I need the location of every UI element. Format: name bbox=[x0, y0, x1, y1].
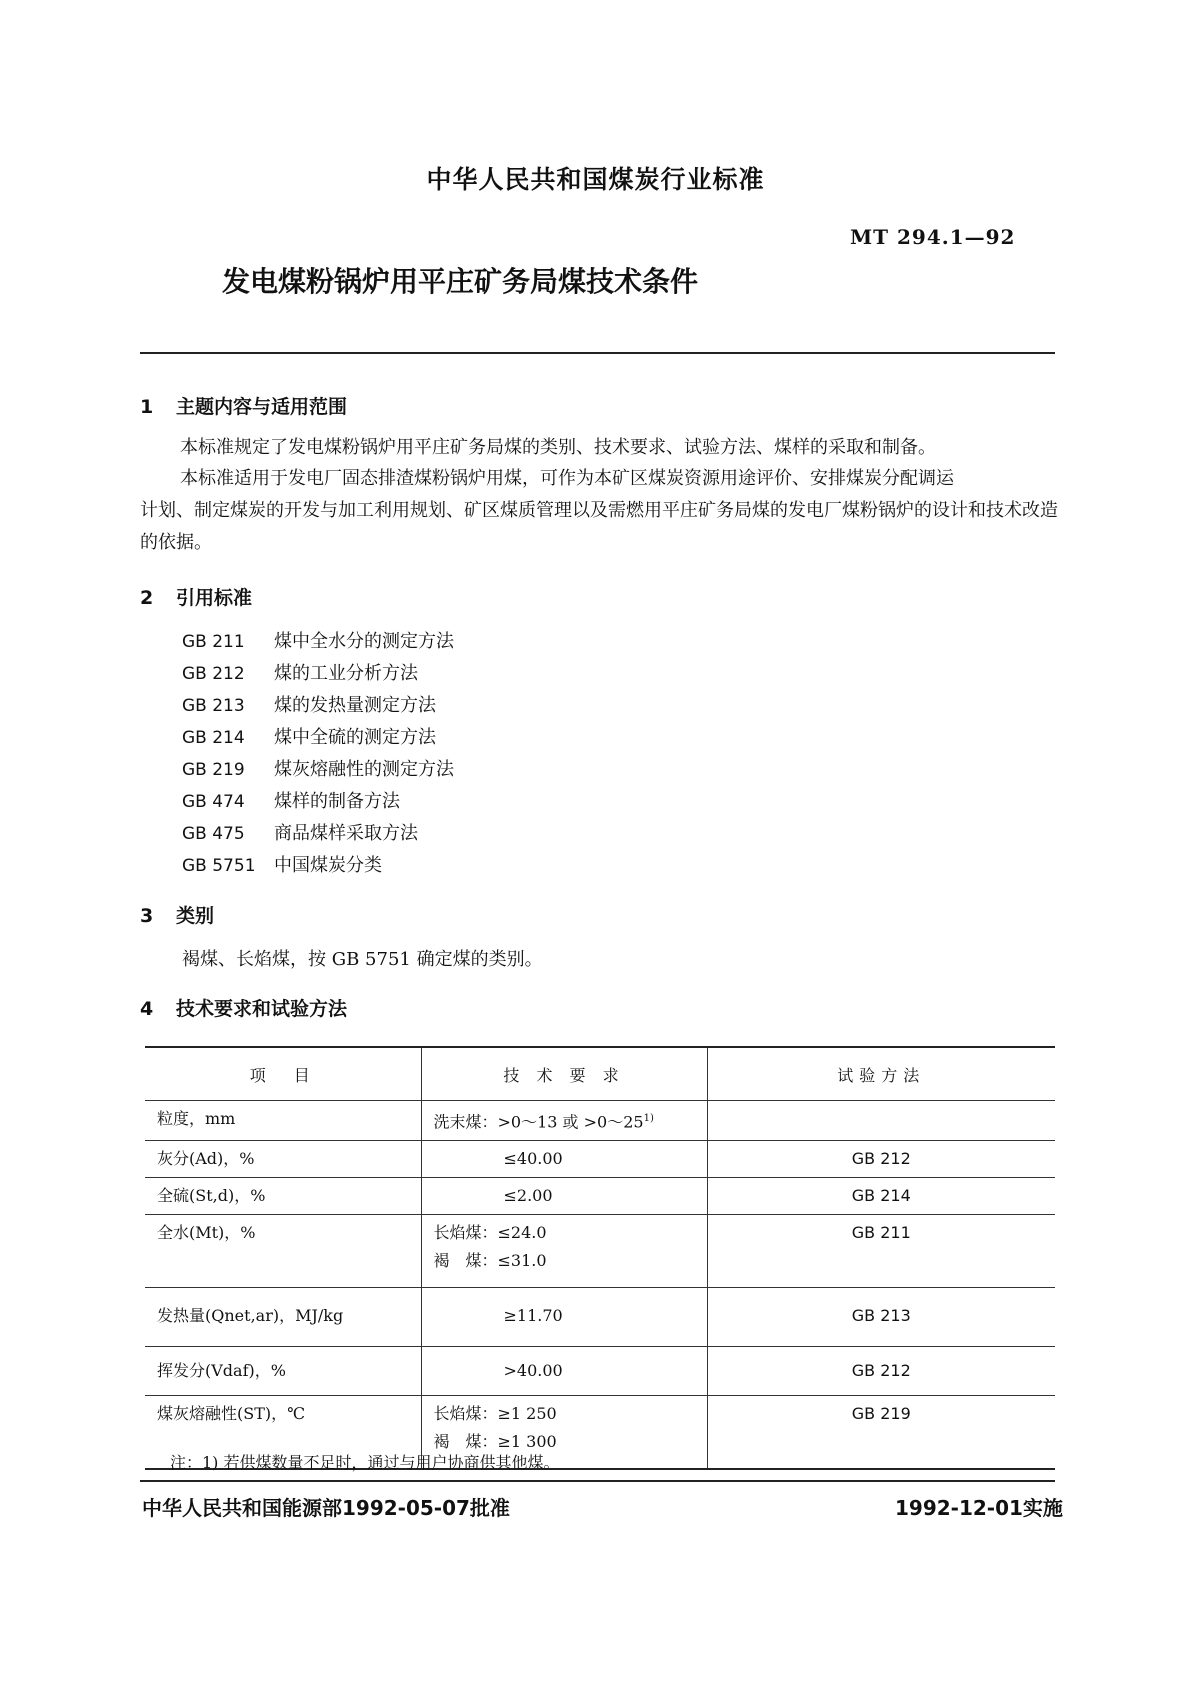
requirements-table bbox=[145, 1046, 1055, 1470]
section-title: 技术要求和试验方法 bbox=[176, 998, 348, 1020]
row-requirement bbox=[421, 1347, 707, 1396]
table-row bbox=[145, 1215, 1055, 1288]
ref-code: GB 475 bbox=[182, 824, 245, 844]
list-item bbox=[182, 722, 454, 754]
row-requirement bbox=[421, 1288, 707, 1347]
ref-name: 煤中全水分的测定方法 bbox=[274, 631, 454, 652]
section-1-heading bbox=[140, 392, 347, 419]
row-item: 挥发分(Vdaf)，% bbox=[145, 1347, 421, 1396]
row-method: GB 211 bbox=[707, 1215, 1055, 1288]
section-title: 主题内容与适用范围 bbox=[176, 396, 348, 418]
ref-code: GB 5751 bbox=[182, 856, 256, 876]
table-footnote: 注：1) 若供煤数量不足时，通过与用户协商供其他煤。 bbox=[170, 1453, 560, 1472]
row-item: 煤灰熔融性(ST)，℃ bbox=[145, 1396, 421, 1470]
section-title: 类别 bbox=[176, 905, 215, 927]
list-item bbox=[182, 754, 454, 786]
requirement-value: 褐 煤：≥1 300 bbox=[433, 1432, 557, 1452]
row-item: 粒度，mm bbox=[145, 1101, 421, 1141]
row-method: GB 219 bbox=[707, 1396, 1055, 1470]
ref-name: 商品煤样采取方法 bbox=[274, 823, 418, 844]
row-requirement bbox=[421, 1101, 707, 1141]
ref-code: GB 211 bbox=[182, 632, 245, 652]
table-row bbox=[145, 1347, 1055, 1396]
section-3-heading bbox=[140, 901, 214, 928]
row-item: 全硫(St,d)，% bbox=[145, 1178, 421, 1215]
ref-name: 煤样的制备方法 bbox=[274, 791, 400, 812]
list-item bbox=[182, 786, 454, 818]
ref-name: 中国煤炭分类 bbox=[274, 855, 382, 876]
ref-name: 煤中全硫的测定方法 bbox=[274, 727, 436, 748]
section-number: 3 bbox=[140, 905, 154, 927]
table-row bbox=[145, 1288, 1055, 1347]
row-method: GB 212 bbox=[707, 1141, 1055, 1178]
requirement-value: ≥11.70 bbox=[503, 1306, 563, 1326]
list-item bbox=[182, 658, 454, 690]
section-number: 2 bbox=[140, 587, 154, 609]
reference-list bbox=[182, 626, 454, 882]
section-3-paragraph: 褐煤、长焰煤，按 GB 5751 确定煤的类别。 bbox=[182, 949, 543, 970]
row-method: GB 214 bbox=[707, 1178, 1055, 1215]
ref-code: GB 474 bbox=[182, 792, 245, 812]
section-number: 1 bbox=[140, 396, 154, 418]
list-item bbox=[182, 626, 454, 658]
standard-code: MT 294.1—92 bbox=[850, 225, 1016, 249]
row-method: GB 213 bbox=[707, 1288, 1055, 1347]
section-title: 引用标准 bbox=[176, 587, 253, 609]
list-item bbox=[182, 818, 454, 850]
section-4-heading bbox=[140, 994, 347, 1021]
column-header-requirement: 技 术 要 求 bbox=[421, 1047, 707, 1101]
row-item: 发热量(Qnet,ar)，MJ/kg bbox=[145, 1288, 421, 1347]
ref-code: GB 213 bbox=[182, 696, 245, 716]
requirement-value: >40.00 bbox=[503, 1361, 563, 1381]
list-item bbox=[182, 850, 454, 882]
table-row bbox=[145, 1101, 1055, 1141]
section-1-paragraph-2: 本标准适用于发电厂固态排渣煤粉锅炉用煤，可作为本矿区煤炭资源用途评价、安排煤炭分配调运 bbox=[180, 468, 954, 489]
section-number: 4 bbox=[140, 998, 154, 1020]
footer-divider bbox=[140, 1480, 1055, 1482]
row-item: 灰分(Ad)，% bbox=[145, 1141, 421, 1178]
requirement-value: 洗末煤：>0～13 或 >0～25 bbox=[433, 1112, 644, 1132]
approval-date: 中华人民共和国能源部1992-05-07批准 bbox=[142, 1496, 510, 1520]
column-header-method: 试验方法 bbox=[707, 1047, 1055, 1101]
ref-name: 煤的发热量测定方法 bbox=[274, 695, 436, 716]
org-header: 中华人民共和国煤炭行业标准 bbox=[426, 165, 765, 194]
row-item: 全水(Mt)，% bbox=[145, 1215, 421, 1288]
ref-name: 煤的工业分析方法 bbox=[274, 663, 418, 684]
requirement-value: ≤40.00 bbox=[503, 1149, 563, 1169]
title-divider bbox=[140, 352, 1055, 354]
row-method: GB 212 bbox=[707, 1347, 1055, 1396]
ref-code: GB 219 bbox=[182, 760, 245, 780]
table-row bbox=[145, 1178, 1055, 1215]
row-requirement bbox=[421, 1141, 707, 1178]
ref-code: GB 214 bbox=[182, 728, 245, 748]
requirement-value: 长焰煤：≥1 250 bbox=[433, 1404, 557, 1424]
ref-code: GB 212 bbox=[182, 664, 245, 684]
implementation-date: 1992-12-01实施 bbox=[895, 1496, 1063, 1520]
section-1-paragraph-3: 计划、制定煤炭的开发与加工利用规划、矿区煤质管理以及需燃用平庄矿务局煤的发电厂煤粉锅炉的设计和技术改造的依据。 bbox=[140, 500, 1058, 553]
requirement-value: 褐 煤：≤31.0 bbox=[433, 1251, 547, 1271]
requirement-value: 长焰煤：≤24.0 bbox=[433, 1223, 547, 1243]
column-header-item: 项 目 bbox=[145, 1047, 421, 1101]
list-item bbox=[182, 690, 454, 722]
requirement-value: ≤2.00 bbox=[503, 1186, 553, 1206]
document-title: 发电煤粉锅炉用平庄矿务局煤技术条件 bbox=[222, 265, 699, 298]
row-requirement bbox=[421, 1178, 707, 1215]
section-2-heading bbox=[140, 583, 252, 610]
footnote-marker: 1) bbox=[643, 1113, 654, 1124]
table-row bbox=[145, 1141, 1055, 1178]
row-requirement bbox=[421, 1215, 707, 1288]
section-1-paragraph-1: 本标准规定了发电煤粉锅炉用平庄矿务局煤的类别、技术要求、试验方法、煤样的采取和制备。 bbox=[180, 437, 936, 458]
ref-name: 煤灰熔融性的测定方法 bbox=[274, 759, 454, 780]
row-method bbox=[707, 1101, 1055, 1141]
table-header-row bbox=[145, 1047, 1055, 1101]
